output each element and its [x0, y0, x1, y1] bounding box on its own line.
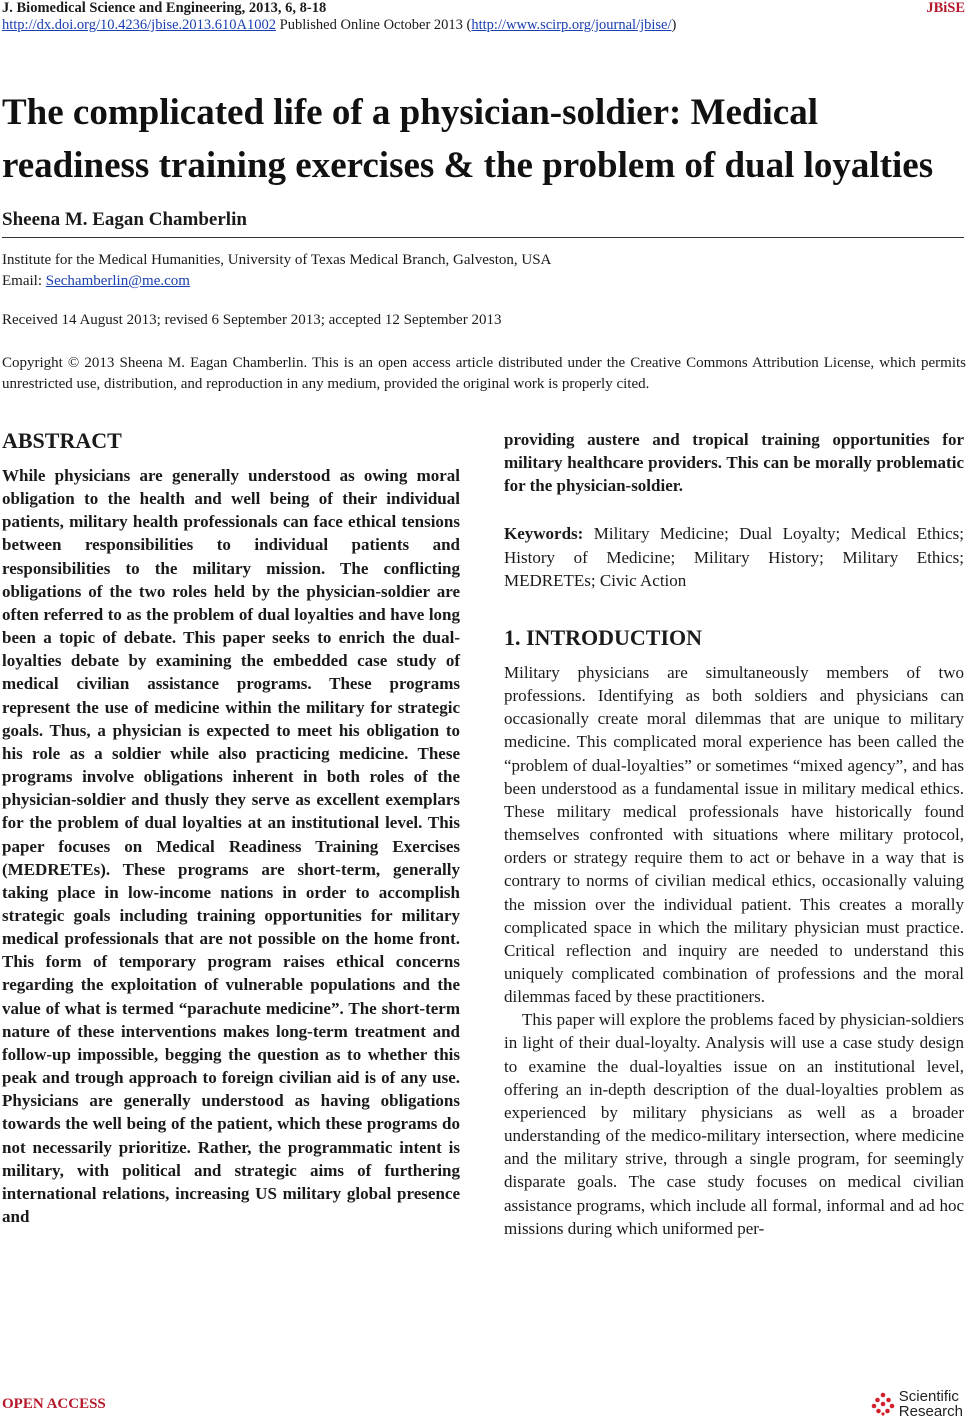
author-name: Sheena M. Eagan Chamberlin [2, 209, 247, 230]
abstract-heading: ABSTRACT [2, 428, 122, 453]
keywords-text: Military Medicine; Dual Loyalty; Medical Ethics; History of Medicine; Military History; Military Ethics; MEDRETEs; Civic Action [504, 524, 964, 590]
right-column [504, 428, 964, 1240]
email-link[interactable]: Sechamberlin@me.com [45, 273, 190, 289]
abstract-body: While physicians are generally understood as owing moral obligation to the health and well being of their individual patients, military health professionals can face ethical tensions between responsibilities to individual patients and responsibilities to the military mission. The conflicting obligations of the two roles held by the physician-soldier are often referred to as the problem of dual loyalties and have long been a topic of debate. This paper seeks to enrich the dual-loyalties debate by examining the embedded case study of medical civilian assistance programs. These programs represent the use of medicine within the military for strategic goals. Thus, a physician is expected to meet his obligation to his role as a soldier while also practicing medicine. These programs involve obligations inherent in both roles of the physician-soldier and thusly they serve as excellent exemplars for the problem of dual loyalties at an institutional level. This paper focuses on Medical Readiness Training Exercises (MEDRETEs). These programs are short-term, generally taking place in low-income nations in order to accomplish strategic goals including training opportunities for military medical professionals that are not possible on the home front. This form of temporary program raises ethical concerns regarding the exploitation of vulnerable populations and the value of what is termed “parachute medicine”. The short-term nature of these interventions makes long-term treatment and follow-up impossible, begging the question as to whether this peak and trough approach to foreign civilian aid is of any use. Physicians are generally understood as having obligations towards the well being of the patient, which these programs do not necessarily prioritize. Rather, the programmatic intent is military, with political and strategic aims of furthering international relations, increasing US military global presence and [2, 466, 460, 1226]
running-header [2, 0, 676, 34]
doi-link[interactable]: http://dx.doi.org/10.4236/jbise.2013.610A1002 [2, 17, 277, 33]
publication-line [2, 17, 676, 34]
keywords-label: Keywords: [504, 524, 584, 544]
publisher-logo [871, 1389, 963, 1419]
affiliation-block [2, 250, 551, 292]
open-access-label: OPEN ACCESS [2, 1396, 106, 1412]
intro-paragraph-2: This paper will explore the problems faced by physician-soldiers in light of their dual-loyalty. Analysis will use a case study design to examine the dual-loyalties issue on an institutional level, offering an in-depth description of the dual-loyalties problem as experienced by military physicians as well as a broader understanding of the medico-military intersection, where medicine and the military strive, through a single program, for seemingly disparate goals. The case study focuses on medical civilian assistance programs, which include all formal, informal and ad hoc missions during which uniformed per- [504, 1010, 964, 1238]
email-line [2, 271, 551, 292]
publisher-line-2: Research [898, 1403, 963, 1420]
scientific-research-logo-icon [871, 1392, 895, 1416]
affiliation: Institute for the Medical Humanities, University of Texas Medical Branch, Galveston, USA [2, 252, 552, 268]
journal-citation: J. Biomedical Science and Engineering, 2013, 6, 8-18 [2, 0, 327, 16]
keywords [504, 522, 964, 591]
author-divider [2, 237, 964, 238]
email-label: Email: [2, 273, 46, 289]
intro-paragraph-1: Military physicians are simultaneously members of two professions. Identifying as both soldiers and physicians can occasionally create moral dilemmas that are unique to military medicine. This complicated moral experience has been called the “problem of dual-loyalties” or sometimes “mixed agency”, and has been understood as a fundamental issue in military medical ethics. These military medical professionals have historically found themselves confronted with situations where military protocol, orders or strategy require them to act or behave in a way that is contrary to norms of civilian medical ethics, occasionally valuing the mission over the individual patient. This creates a morally complicated space in which the military physician must practice. Critical reflection and inquiry are needed to understand this uniquely complicated combination of professions and the moral dilemmas faced by these practitioners. [504, 662, 964, 1007]
paper-title: The complicated life of a physician-soldier: Medical readiness training exercises & the problem of dual loyalties [2, 92, 934, 186]
publisher-name [899, 1389, 963, 1419]
journal-url-link[interactable]: http://www.scirp.org/journal/jbise/ [471, 17, 672, 33]
introduction-heading: 1. INTRODUCTION [504, 624, 703, 650]
copyright-notice: Copyright © 2013 Sheena M. Eagan Chamberlin. This is an open access article distributed under the Creative Commons Attribution License, which permits unrestricted use, distribution, and reproduction in any medium, provided the original work is properly cited. [2, 355, 966, 392]
publisher-line-1: Scientific [898, 1388, 959, 1405]
journal-abbrev: JBiSE [926, 0, 965, 16]
abstract-continuation: providing austere and tropical training opportunities for military healthcare providers. This can be morally problematic for the physician-soldier. [504, 430, 964, 496]
left-column [2, 428, 460, 1228]
published-text: Published Online October 2013 ( [276, 17, 472, 33]
closing-paren: ) [671, 17, 677, 33]
received-dates: Received 14 August 2013; revised 6 September 2013; accepted 12 September 2013 [2, 312, 502, 328]
